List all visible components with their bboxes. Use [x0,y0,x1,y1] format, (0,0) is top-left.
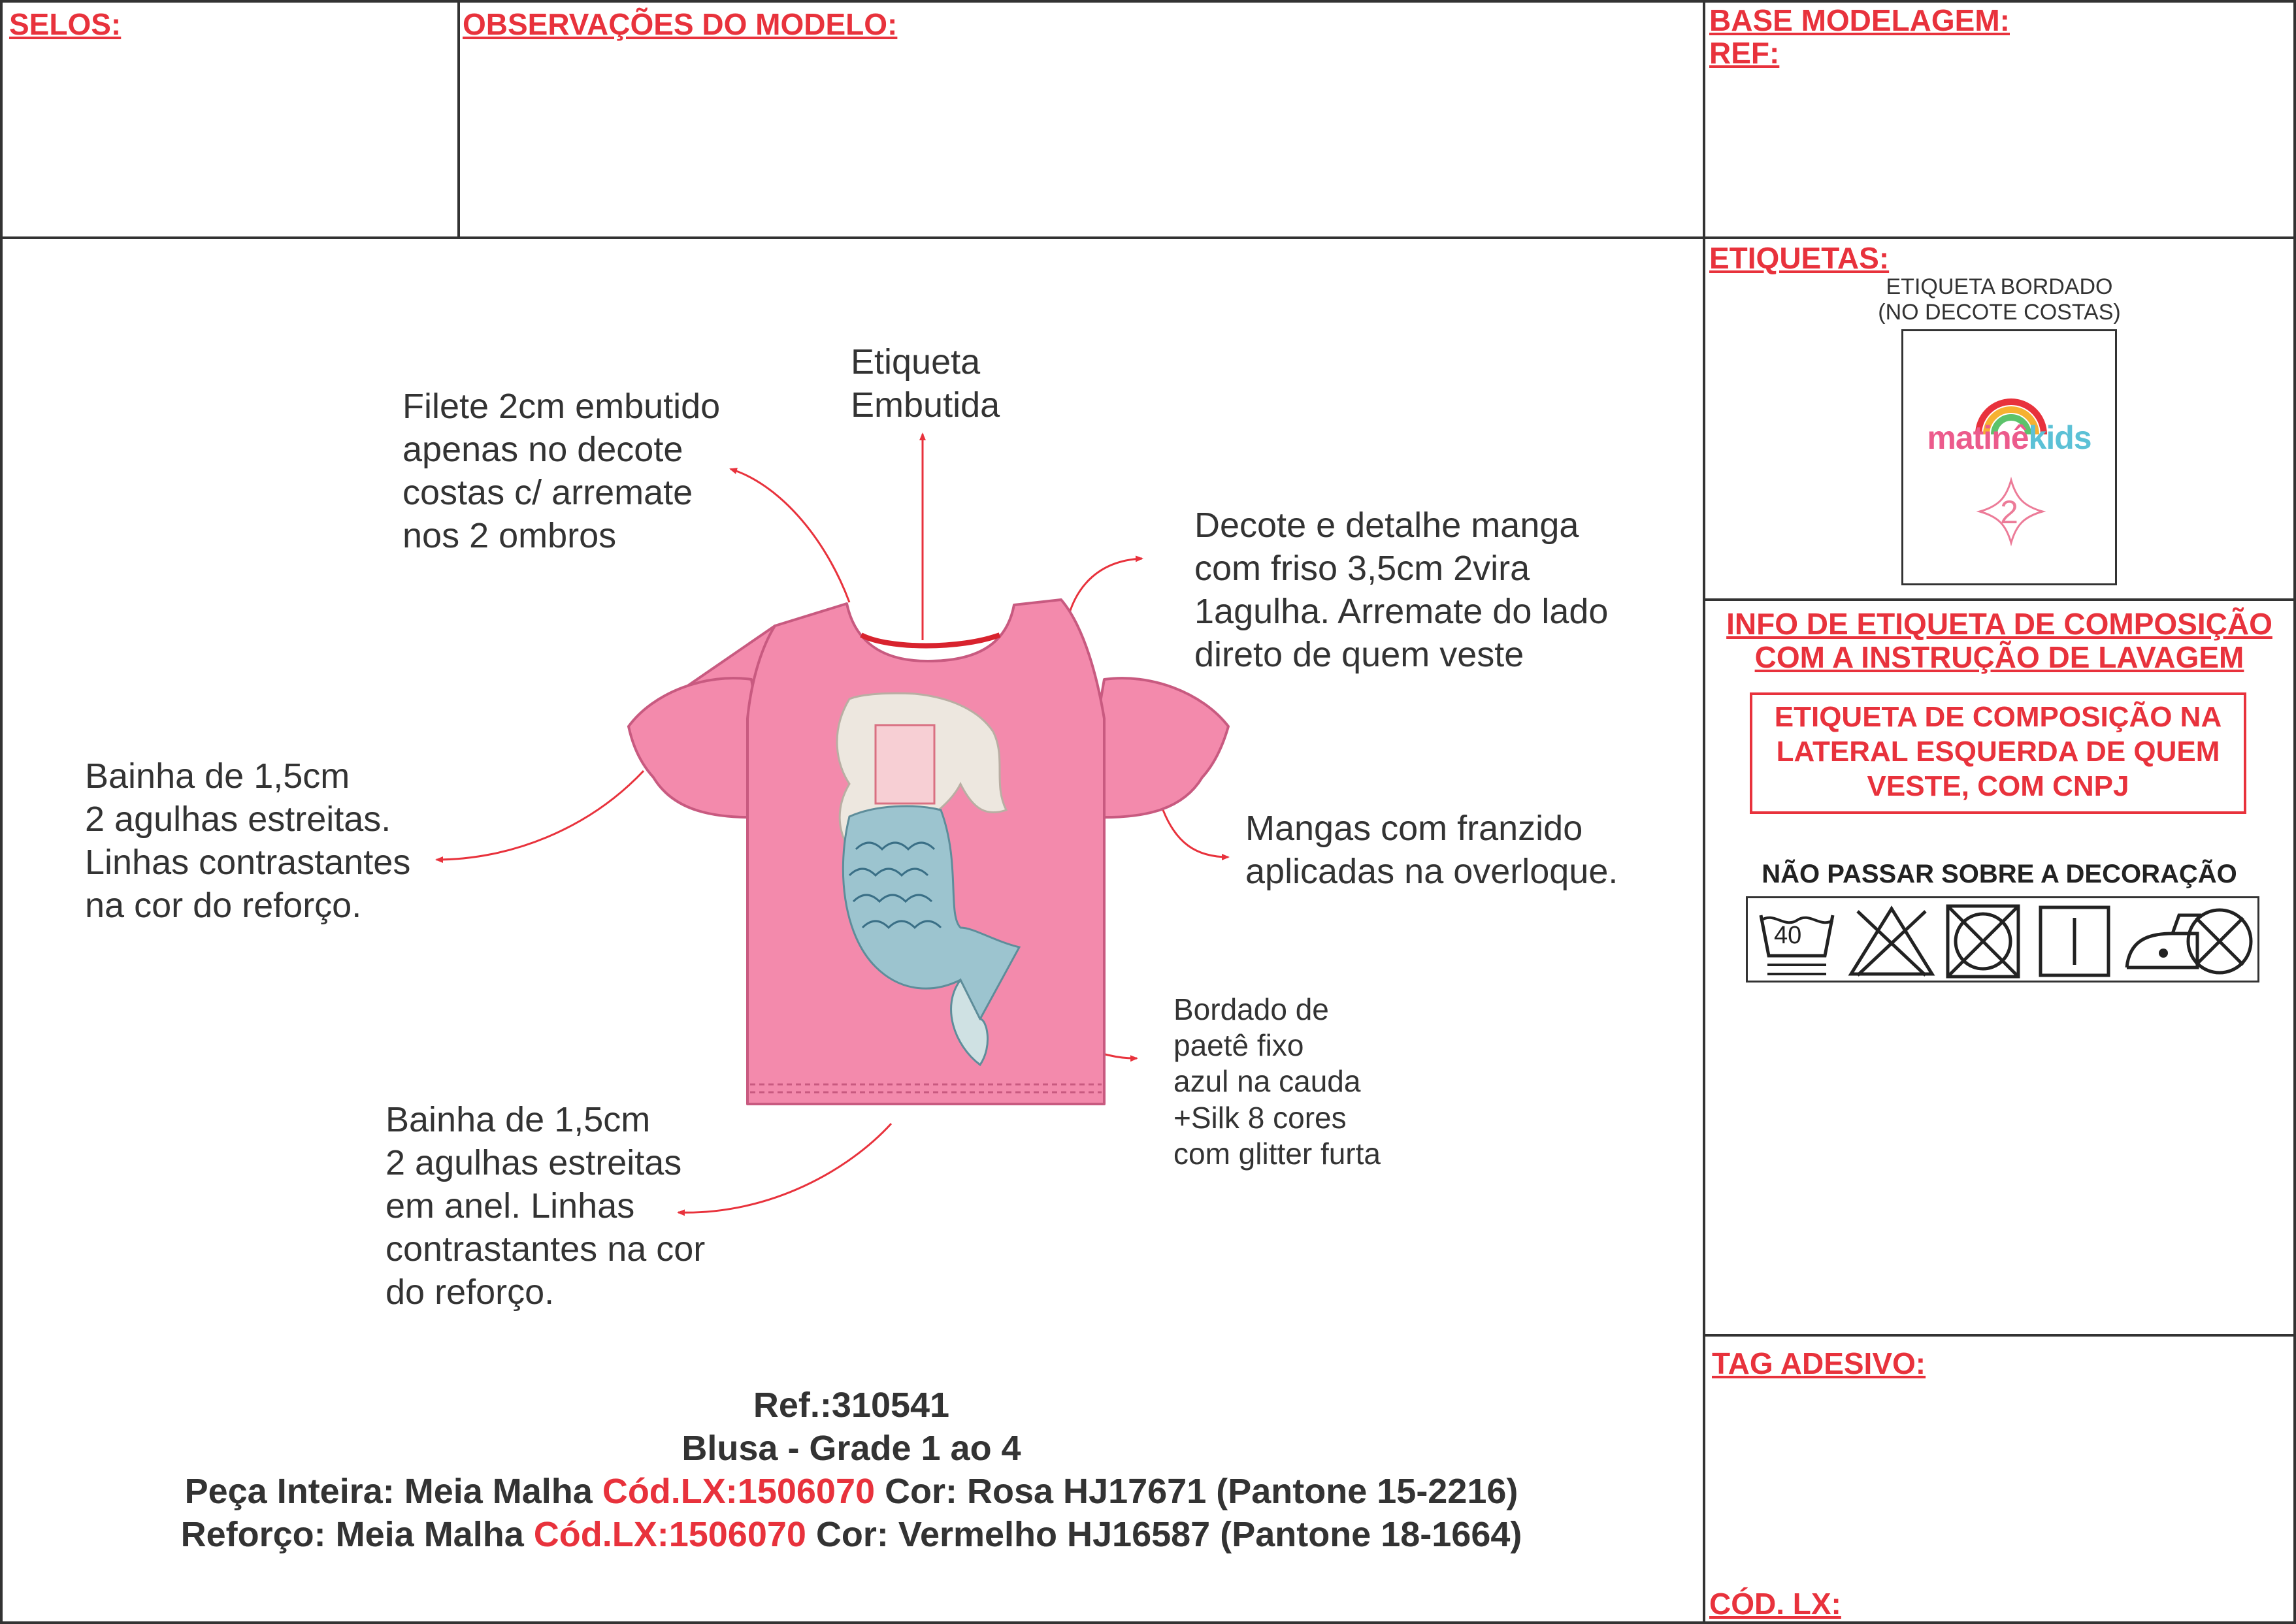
annotation-etiqueta-embutida: Etiqueta Embutida [851,342,1000,425]
etiqueta-label-card [1901,329,2117,585]
footer-line-1-a: Peça Inteira: Meia Malha [184,1472,602,1511]
annotation-bordado: Bordado de paetê fixo azul na cauda +Silk 8 cores com glitter furta [1173,992,1381,1171]
cod-lx-label: CÓD. LX: [1709,1587,1841,1621]
annotation-mangas: Mangas com franzido aplicadas na overloque. [1245,809,1618,891]
no-bleach-icon [1846,902,1937,981]
annotation-filete: Filete 2cm embutido apenas no decote costas c/ arremate nos 2 ombros [402,387,721,555]
footer-line-2-a: Reforço: Meia Malha [180,1515,534,1554]
wash-temp: 40 [1774,922,1802,949]
annotation-bainha-manga: Bainha de 1,5cm 2 agulhas estreitas. Linhas contrastantes na cor do reforço. [85,756,411,925]
footer-line-2-b: Cor: Vermelho HJ16587 (Pantone 18-1664) [806,1515,1522,1554]
no-dry-clean-icon [2180,902,2259,981]
selos-label: SELOS: [9,7,122,41]
footer-line-1 [0,1471,1703,1512]
footer-line-2-code: Cód.LX:1506070 [533,1515,806,1554]
ref-label: REF: [1709,36,1780,70]
size-number: 2 [2000,494,2018,530]
care-icons-strip [1746,896,2259,983]
annotation-bainha-corpo: Bainha de 1,5cm 2 agulhas estreitas em anel. Linhas contrastantes na cor do reforço. [385,1100,706,1312]
brand-logo: matinêkids [1927,419,2091,456]
collar-trim [861,635,1000,646]
footer-line-1-code: Cód.LX:1506070 [602,1472,876,1511]
base-modelagem-label: BASE MODELAGEM: [1709,3,2010,37]
mermaid-top [876,725,934,804]
composicao-title: INFO DE ETIQUETA DE COMPOSIÇÃO COM A INSTRUÇÃO DE LAVAGEM [1726,607,2272,674]
line-dry-icon [2035,902,2114,981]
composicao-notice: ETIQUETA DE COMPOSIÇÃO NA LATERAL ESQUERDA DE QUEM VESTE, COM CNPJ [1774,701,2222,802]
footer-line-2 [0,1514,1703,1555]
footer-desc: Blusa - Grade 1 ao 4 [681,1429,1021,1468]
no-tumble-dry-icon [1944,902,2022,981]
observacoes-label: OBSERVAÇÕES DO MODELO: [463,7,898,41]
footer-ref: Ref.:310541 [753,1386,950,1425]
etiqueta-caption: ETIQUETA BORDADO (NO DECOTE COSTAS) [1878,274,2121,325]
footer-line-1-b: Cor: Rosa HJ17671 (Pantone 15-2216) [875,1472,1518,1511]
composicao-warning: NÃO PASSAR SOBRE A DECORAÇÃO [1762,860,2237,888]
annotation-decote: Decote e detalhe manga com friso 3,5cm 2vira 1agulha. Arremate do lado direto de quem veste [1194,506,1609,674]
etiquetas-label: ETIQUETAS: [1709,241,1890,275]
tag-adesivo-label: TAG ADESIVO: [1712,1346,1926,1380]
